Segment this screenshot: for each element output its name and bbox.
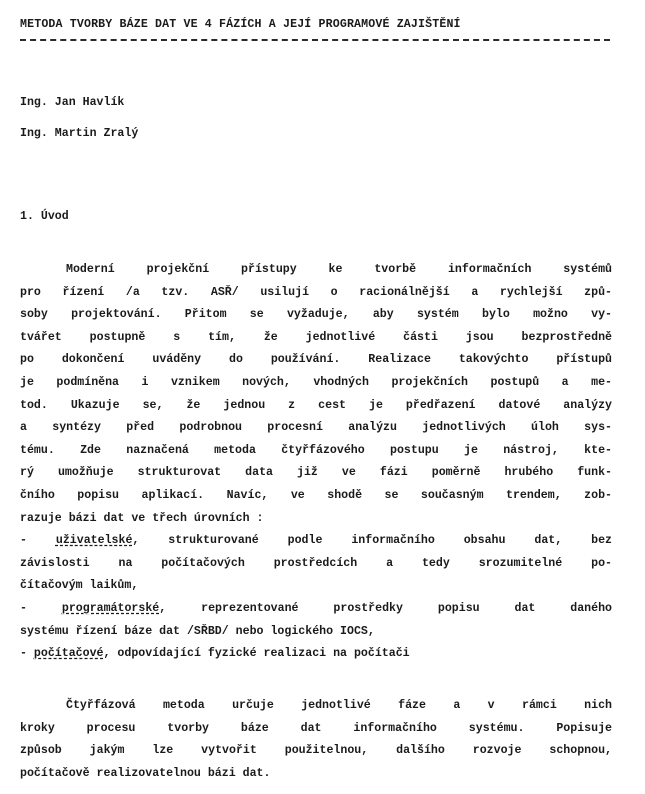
bullet-dash: - [20, 647, 34, 661]
document-title: METODA TVORBY BÁZE DAT VE 4 FÁZÍCH A JEJÍ PROGRAMOVÉ ZAJIŠTĚNÍ [20, 18, 461, 31]
bullet-term: uživatelské [55, 534, 133, 548]
bullet-continuation: systému řízení báze dat /SŘBD/ nebo logického IOCS, [20, 624, 375, 638]
bullet-text: , strukturované podle informačního obsahu dat, bez [132, 534, 612, 548]
bullet-item-user [20, 530, 612, 553]
paragraph-line: Moderní projekční přístupy ke tvorbě informačních systémů [66, 263, 612, 276]
bullet-dash: - [20, 534, 56, 548]
paragraph-line: kroky procesu tvorby báze dat informačního systému. Popisuje [20, 721, 612, 735]
bullet-term: programátorské [61, 601, 160, 615]
bullet-continuation: závislosti na počítačových prostředcích a tedy srozumitelné po- [20, 556, 612, 570]
paragraph-method [20, 695, 612, 785]
paragraph-line: tvářet postupně s tím, že jednotlivé části jsou bezprostředně [20, 330, 612, 344]
paragraph-line: Čtyřfázová metoda určuje jednotlivé fáze a v rámci nich [66, 699, 612, 712]
bullet-dash: - [20, 601, 62, 615]
section-heading: 1. Úvod [20, 210, 69, 223]
paragraph-line: je podmíněna i vznikem nových, vhodných projekčních postupů a me- [20, 375, 612, 389]
title-underline [20, 39, 610, 41]
paragraph-line: způsob jakým lze vytvořit použitelnou, dalšího rozvoje schopnou, [20, 744, 612, 758]
bullet-item-computer [20, 643, 612, 666]
paragraph-intro [20, 259, 612, 666]
bullet-continuation: čítačovým laikům, [20, 579, 139, 593]
bullet-text: , reprezentované prostředky popisu dat daného [159, 601, 612, 615]
paragraph-line: rý umožňuje strukturovat data již ve fázi poměrně hrubého funk- [20, 466, 612, 480]
paragraph-line: a syntézy před podrobnou procesní analýzu jednotlivých úloh sys- [20, 421, 612, 435]
author-2: Ing. Martin Zralý [20, 127, 139, 140]
paragraph-line: po dokončení uváděny do používání. Realizace takovýchto přístupů [20, 353, 612, 367]
paragraph-line: čního popisu aplikací. Navíc, ve shodě se současným trendem, zob- [20, 488, 612, 502]
paragraph-line: razuje bázi dat ve třech úrovních : [20, 511, 264, 525]
author-1: Ing. Jan Havlík [20, 96, 125, 109]
paragraph-line: tod. Ukazuje se, že jednou z cest je předřazení datové analýzy [20, 398, 612, 412]
paragraph-line: pro řízení /a tzv. ASŘ/ usilují o racionálnější a rychlejší způ- [20, 285, 612, 299]
paragraph-line: tému. Zde naznačená metoda čtyřfázového postupu je nástroj, kte- [20, 443, 612, 457]
bullet-term: počítačové [33, 647, 104, 661]
bullet-text: , odpovídající fyzické realizaci na počítači [103, 647, 410, 661]
paragraph-line: soby projektování. Přitom se vyžaduje, aby systém bylo možno vy- [20, 308, 612, 322]
paragraph-line: počítačově realizovatelnou bázi dat. [20, 766, 271, 780]
bullet-item-programmer [20, 598, 612, 621]
